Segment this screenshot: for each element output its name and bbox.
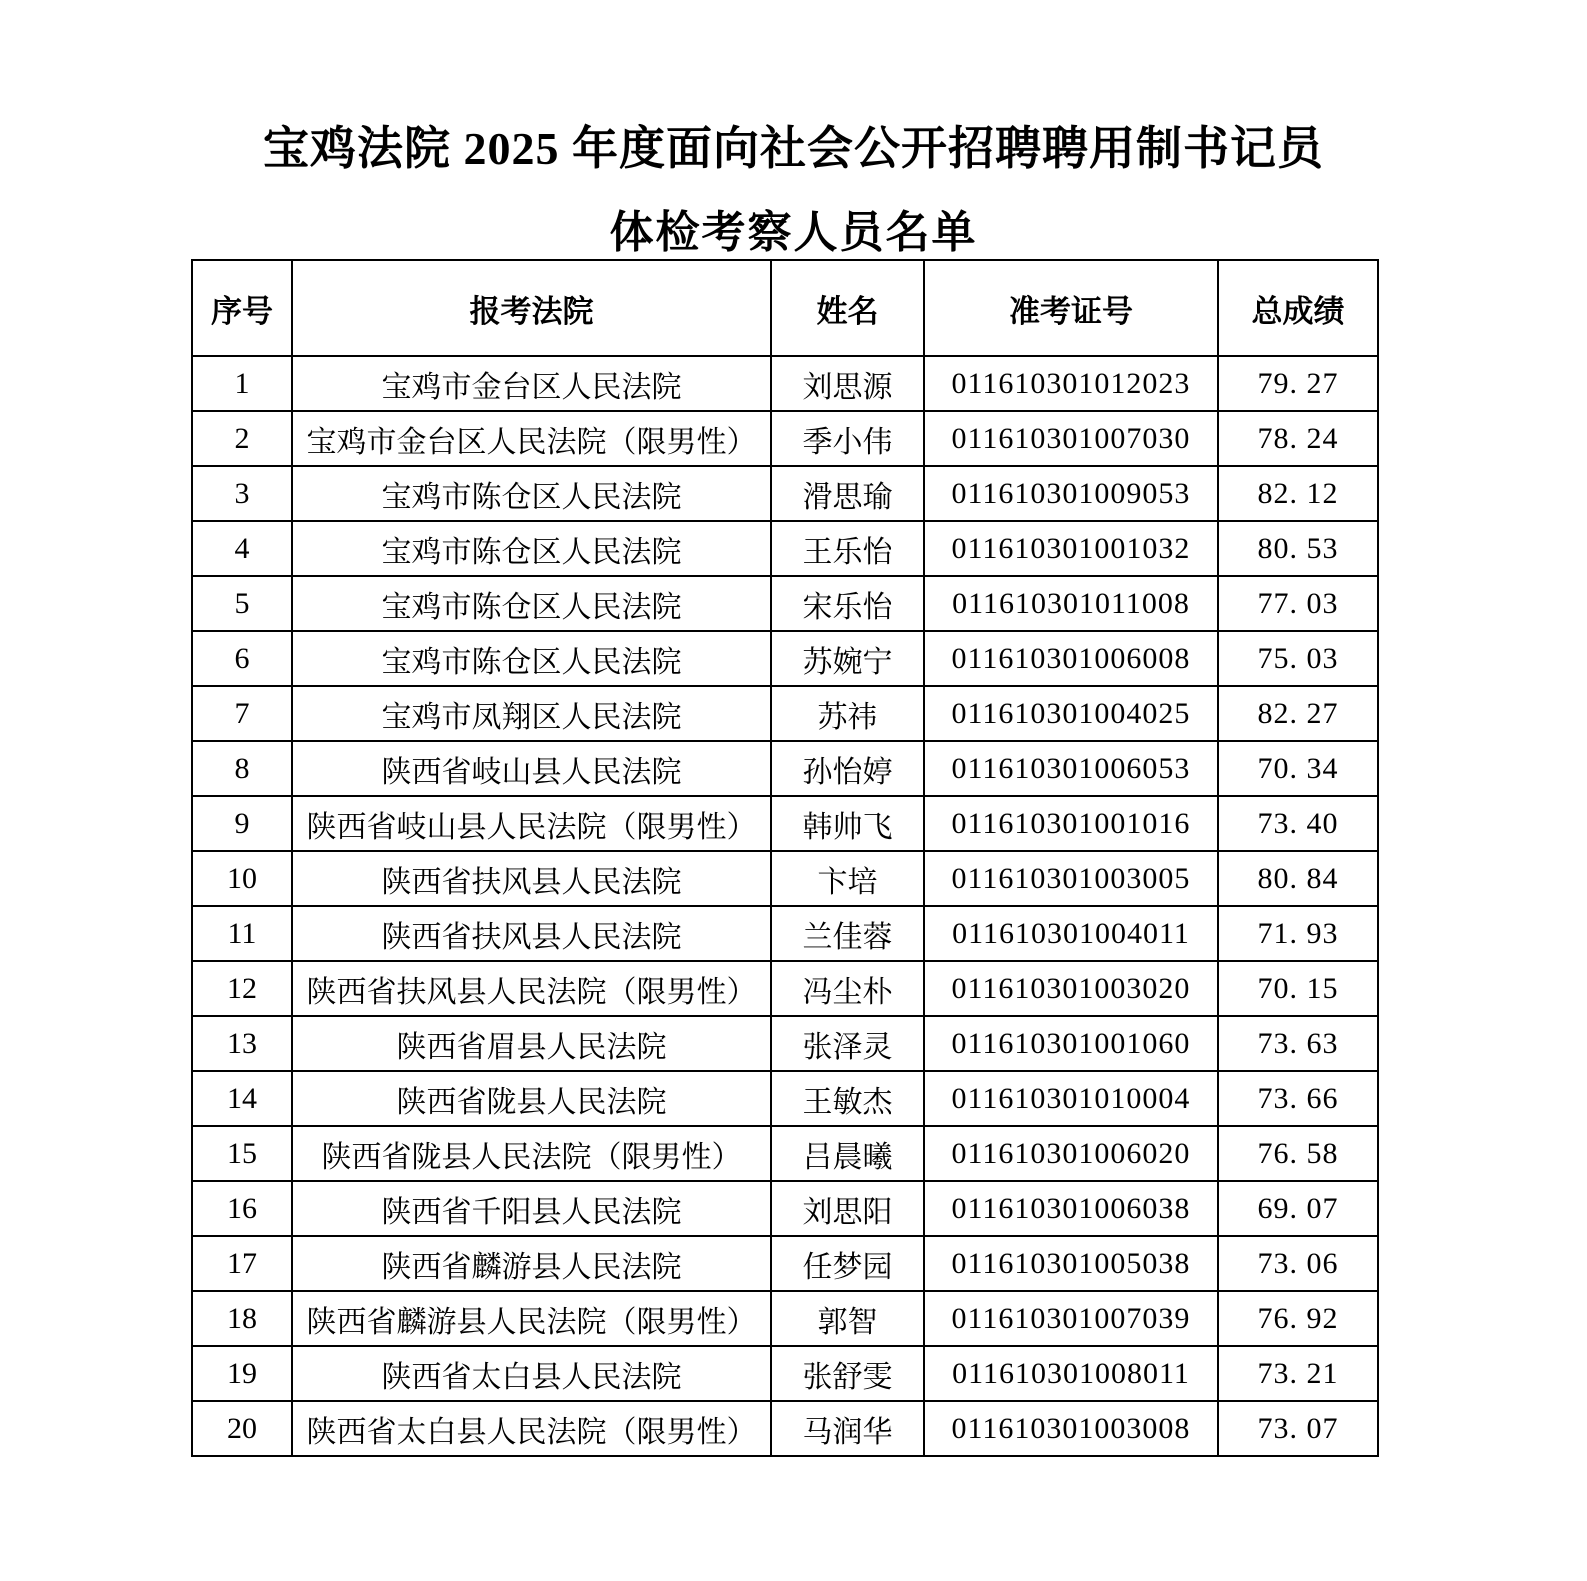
cell-score: 73. 66 xyxy=(1218,1071,1378,1126)
table-row xyxy=(192,1291,1378,1346)
roster-table xyxy=(191,259,1379,1457)
cell-score: 79. 27 xyxy=(1218,356,1378,411)
table-row xyxy=(192,1401,1378,1456)
cell-no: 12 xyxy=(192,961,292,1016)
cell-score: 71. 93 xyxy=(1218,906,1378,961)
table-row xyxy=(192,521,1378,576)
cell-court: 陕西省太白县人民法院 xyxy=(292,1346,771,1401)
cell-name: 刘思阳 xyxy=(771,1181,924,1236)
cell-name: 滑思瑜 xyxy=(771,466,924,521)
cell-ticket: 011610301008011 xyxy=(924,1346,1218,1401)
cell-court: 陕西省太白县人民法院（限男性） xyxy=(292,1401,771,1456)
col-header-ticket: 准考证号 xyxy=(924,260,1218,356)
table-row xyxy=(192,1071,1378,1126)
cell-court: 陕西省岐山县人民法院 xyxy=(292,741,771,796)
table-row xyxy=(192,631,1378,686)
table-row xyxy=(192,1016,1378,1071)
cell-court: 宝鸡市金台区人民法院（限男性） xyxy=(292,411,771,466)
cell-ticket: 011610301001016 xyxy=(924,796,1218,851)
cell-no: 17 xyxy=(192,1236,292,1291)
cell-name: 孙怡婷 xyxy=(771,741,924,796)
cell-ticket: 011610301003020 xyxy=(924,961,1218,1016)
cell-court: 陕西省扶风县人民法院 xyxy=(292,851,771,906)
table-row xyxy=(192,1126,1378,1181)
cell-ticket: 011610301006038 xyxy=(924,1181,1218,1236)
table-row xyxy=(192,1346,1378,1401)
cell-name: 苏祎 xyxy=(771,686,924,741)
cell-court: 陕西省千阳县人民法院 xyxy=(292,1181,771,1236)
cell-name: 王乐怡 xyxy=(771,521,924,576)
cell-score: 82. 12 xyxy=(1218,466,1378,521)
col-header-name: 姓名 xyxy=(771,260,924,356)
cell-score: 76. 58 xyxy=(1218,1126,1378,1181)
cell-score: 75. 03 xyxy=(1218,631,1378,686)
cell-court: 陕西省麟游县人民法院（限男性） xyxy=(292,1291,771,1346)
cell-no: 8 xyxy=(192,741,292,796)
cell-name: 郭智 xyxy=(771,1291,924,1346)
cell-ticket: 011610301007039 xyxy=(924,1291,1218,1346)
cell-score: 73. 21 xyxy=(1218,1346,1378,1401)
cell-ticket: 011610301003008 xyxy=(924,1401,1218,1456)
cell-court: 宝鸡市凤翔区人民法院 xyxy=(292,686,771,741)
cell-court: 陕西省陇县人民法院 xyxy=(292,1071,771,1126)
cell-ticket: 011610301006008 xyxy=(924,631,1218,686)
cell-no: 1 xyxy=(192,356,292,411)
cell-score: 78. 24 xyxy=(1218,411,1378,466)
cell-score: 73. 07 xyxy=(1218,1401,1378,1456)
cell-name: 韩帅飞 xyxy=(771,796,924,851)
cell-no: 4 xyxy=(192,521,292,576)
cell-score: 73. 40 xyxy=(1218,796,1378,851)
cell-no: 7 xyxy=(192,686,292,741)
cell-court: 陕西省麟游县人民法院 xyxy=(292,1236,771,1291)
cell-ticket: 011610301009053 xyxy=(924,466,1218,521)
table-row xyxy=(192,1236,1378,1291)
cell-score: 82. 27 xyxy=(1218,686,1378,741)
cell-ticket: 011610301004025 xyxy=(924,686,1218,741)
cell-ticket: 011610301010004 xyxy=(924,1071,1218,1126)
cell-name: 王敏杰 xyxy=(771,1071,924,1126)
col-header-court: 报考法院 xyxy=(292,260,771,356)
cell-no: 13 xyxy=(192,1016,292,1071)
cell-name: 任梦园 xyxy=(771,1236,924,1291)
col-header-score: 总成绩 xyxy=(1218,260,1378,356)
cell-no: 15 xyxy=(192,1126,292,1181)
table-head xyxy=(192,260,1378,356)
cell-no: 2 xyxy=(192,411,292,466)
cell-no: 6 xyxy=(192,631,292,686)
cell-court: 宝鸡市陈仓区人民法院 xyxy=(292,631,771,686)
table-row xyxy=(192,466,1378,521)
cell-court: 宝鸡市金台区人民法院 xyxy=(292,356,771,411)
table-row xyxy=(192,741,1378,796)
cell-name: 卞培 xyxy=(771,851,924,906)
cell-no: 10 xyxy=(192,851,292,906)
document-title-line2: 体检考察人员名单 xyxy=(609,208,978,257)
cell-score: 77. 03 xyxy=(1218,576,1378,631)
cell-name: 宋乐怡 xyxy=(771,576,924,631)
table-row xyxy=(192,851,1378,906)
cell-score: 69. 07 xyxy=(1218,1181,1378,1236)
table-body xyxy=(192,356,1378,1456)
table-row xyxy=(192,686,1378,741)
cell-score: 73. 06 xyxy=(1218,1236,1378,1291)
cell-score: 70. 34 xyxy=(1218,741,1378,796)
cell-court: 宝鸡市陈仓区人民法院 xyxy=(292,521,771,576)
cell-name: 刘思源 xyxy=(771,356,924,411)
cell-ticket: 011610301011008 xyxy=(924,576,1218,631)
cell-no: 14 xyxy=(192,1071,292,1126)
cell-ticket: 011610301006020 xyxy=(924,1126,1218,1181)
cell-score: 73. 63 xyxy=(1218,1016,1378,1071)
cell-score: 76. 92 xyxy=(1218,1291,1378,1346)
cell-ticket: 011610301001032 xyxy=(924,521,1218,576)
cell-court: 陕西省岐山县人民法院（限男性） xyxy=(292,796,771,851)
cell-ticket: 011610301006053 xyxy=(924,741,1218,796)
cell-no: 11 xyxy=(192,906,292,961)
cell-no: 19 xyxy=(192,1346,292,1401)
cell-court: 宝鸡市陈仓区人民法院 xyxy=(292,466,771,521)
cell-court: 宝鸡市陈仓区人民法院 xyxy=(292,576,771,631)
cell-name: 马润华 xyxy=(771,1401,924,1456)
cell-ticket: 011610301007030 xyxy=(924,411,1218,466)
cell-ticket: 011610301012023 xyxy=(924,356,1218,411)
table-row xyxy=(192,1181,1378,1236)
cell-court: 陕西省眉县人民法院 xyxy=(292,1016,771,1071)
cell-score: 80. 84 xyxy=(1218,851,1378,906)
cell-ticket: 011610301004011 xyxy=(924,906,1218,961)
document-title-line1: 宝鸡法院 2025 年度面向社会公开招聘聘用制书记员 xyxy=(263,123,1324,174)
table-row xyxy=(192,906,1378,961)
cell-no: 18 xyxy=(192,1291,292,1346)
cell-name: 张舒雯 xyxy=(771,1346,924,1401)
cell-name: 吕晨曦 xyxy=(771,1126,924,1181)
cell-name: 冯尘朴 xyxy=(771,961,924,1016)
cell-no: 16 xyxy=(192,1181,292,1236)
cell-name: 苏婉宁 xyxy=(771,631,924,686)
cell-name: 季小伟 xyxy=(771,411,924,466)
cell-no: 20 xyxy=(192,1401,292,1456)
table-row xyxy=(192,796,1378,851)
cell-ticket: 011610301003005 xyxy=(924,851,1218,906)
cell-name: 兰佳蓉 xyxy=(771,906,924,961)
cell-no: 9 xyxy=(192,796,292,851)
cell-name: 张泽灵 xyxy=(771,1016,924,1071)
table-row xyxy=(192,356,1378,411)
cell-court: 陕西省扶风县人民法院（限男性） xyxy=(292,961,771,1016)
cell-no: 5 xyxy=(192,576,292,631)
cell-ticket: 011610301005038 xyxy=(924,1236,1218,1291)
cell-score: 80. 53 xyxy=(1218,521,1378,576)
col-header-no: 序号 xyxy=(192,260,292,356)
table-row xyxy=(192,576,1378,631)
cell-ticket: 011610301001060 xyxy=(924,1016,1218,1071)
cell-court: 陕西省扶风县人民法院 xyxy=(292,906,771,961)
cell-score: 70. 15 xyxy=(1218,961,1378,1016)
table-row xyxy=(192,411,1378,466)
cell-court: 陕西省陇县人民法院（限男性） xyxy=(292,1126,771,1181)
table-row xyxy=(192,961,1378,1016)
cell-no: 3 xyxy=(192,466,292,521)
header-row xyxy=(192,260,1378,356)
